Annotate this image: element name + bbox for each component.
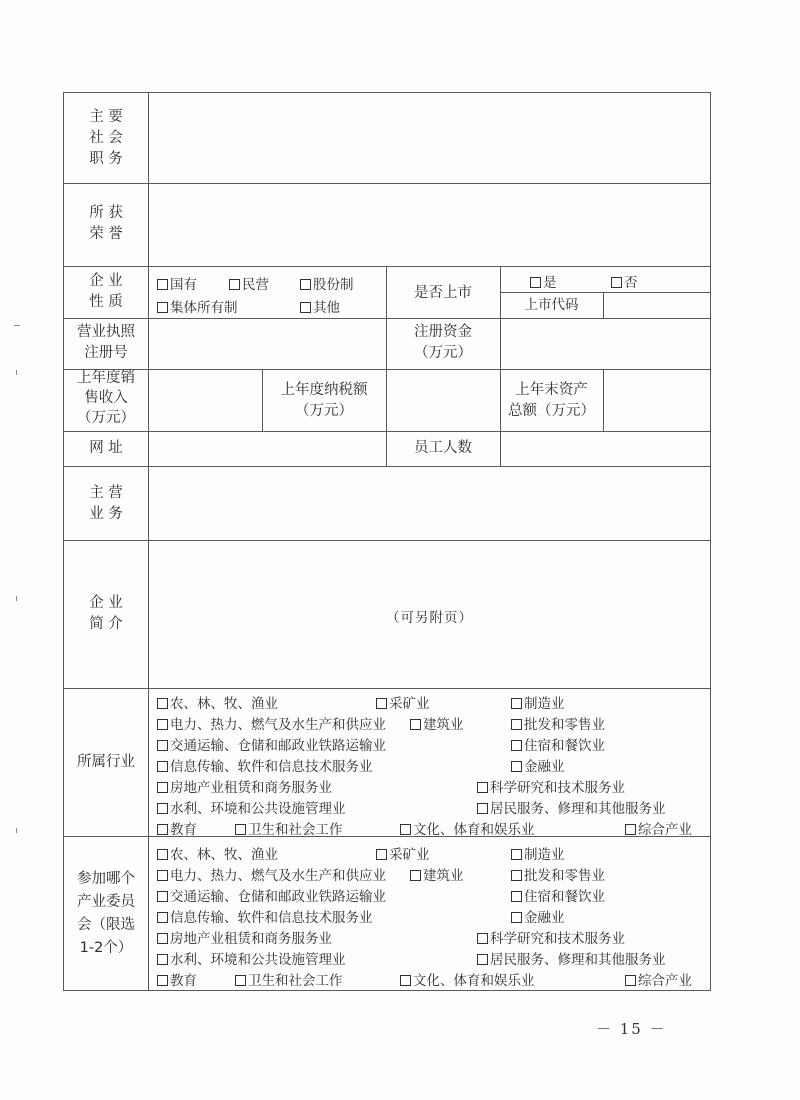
committee-option[interactable]: 采矿业 — [376, 843, 430, 863]
industry-option[interactable]: 房地产业租赁和商务服务业 — [157, 776, 332, 796]
col-divider — [500, 431, 501, 467]
checkbox-square-icon — [477, 782, 488, 793]
checkbox-square-icon — [511, 849, 522, 860]
checkbox-square-icon — [530, 277, 541, 288]
industry-option[interactable]: 信息传输、软件和信息技术服务业 — [157, 755, 373, 775]
committee-option[interactable]: 文化、体育和娱乐业 — [400, 969, 535, 989]
checkbox-state-owned[interactable]: 国有 — [157, 273, 197, 293]
row-divider — [63, 318, 711, 319]
checkbox-square-icon — [157, 698, 168, 709]
label-industry: 所属行业 — [77, 754, 135, 770]
committee-option[interactable]: 信息传输、软件和信息技术服务业 — [157, 906, 373, 926]
checkbox-square-icon — [376, 849, 387, 860]
checkbox-square-icon — [157, 933, 168, 944]
committee-option[interactable]: 教育 — [157, 969, 197, 989]
checkbox-square-icon — [157, 761, 168, 772]
checkbox-listed-yes[interactable]: 是 — [530, 271, 557, 291]
checkbox-square-icon — [235, 824, 246, 835]
label-business-license: 营业执照 注册号 — [77, 324, 135, 361]
profile-note: （可另附页） — [386, 610, 473, 626]
industry-option[interactable]: 住宿和餐饮业 — [511, 734, 605, 754]
checkbox-square-icon — [611, 277, 622, 288]
checkbox-square-icon — [300, 302, 311, 313]
committee-option[interactable]: 居民服务、修理和其他服务业 — [477, 948, 666, 968]
checkbox-collective[interactable]: 集体所有制 — [157, 296, 238, 316]
committee-option[interactable]: 电力、热力、燃气及水生产和供应业 — [157, 864, 386, 884]
label-annual-tax: 上年度纳税额 （万元） — [280, 382, 368, 419]
row-divider — [63, 183, 711, 184]
checkbox-square-icon — [400, 975, 411, 986]
label-annual-sales: 上年度销 售收入 （万元） — [77, 370, 135, 426]
committee-option[interactable]: 综合产业 — [625, 969, 692, 989]
scan-mark — [16, 828, 17, 833]
label-social-duties: 主 要 社 会 职 务 — [89, 109, 123, 167]
checkbox-square-icon — [511, 740, 522, 751]
checkbox-square-icon — [511, 698, 522, 709]
industry-option[interactable]: 电力、热力、燃气及水生产和供应业 — [157, 713, 386, 733]
row-divider — [63, 266, 711, 267]
checkbox-square-icon — [157, 279, 168, 290]
checkbox-square-icon — [625, 975, 636, 986]
committee-option[interactable]: 农、林、牧、渔业 — [157, 843, 278, 863]
industry-option[interactable]: 采矿业 — [376, 692, 430, 712]
checkbox-square-icon — [511, 761, 522, 772]
industry-option[interactable]: 交通运输、仓储和邮政业铁路运输业 — [157, 734, 386, 754]
checkbox-square-icon — [157, 912, 168, 923]
page-number: － 15 － — [596, 1020, 667, 1038]
row-divider — [63, 466, 711, 467]
row-divider — [63, 540, 711, 541]
label-stock-code: 上市代码 — [524, 297, 579, 313]
scan-mark — [14, 325, 20, 326]
industry-option[interactable]: 综合产业 — [625, 818, 692, 838]
committee-option[interactable]: 住宿和餐饮业 — [511, 885, 605, 905]
label-enterprise-profile: 企 业 简 介 — [89, 595, 123, 632]
checkbox-square-icon — [157, 302, 168, 313]
checkbox-square-icon — [400, 824, 411, 835]
row-divider — [63, 431, 711, 432]
industry-option[interactable]: 居民服务、修理和其他服务业 — [477, 797, 666, 817]
checkbox-square-icon — [157, 803, 168, 814]
checkbox-listed-no[interactable]: 否 — [611, 271, 638, 291]
checkbox-square-icon — [625, 824, 636, 835]
checkbox-square-icon — [477, 803, 488, 814]
industry-option[interactable]: 教育 — [157, 818, 197, 838]
label-honors: 所 获 荣 誉 — [89, 205, 123, 242]
committee-option[interactable]: 科学研究和技术服务业 — [477, 927, 625, 947]
table-border-right — [710, 92, 711, 991]
committee-option[interactable]: 交通运输、仓储和邮政业铁路运输业 — [157, 885, 386, 905]
col-divider — [603, 369, 604, 432]
scan-mark — [16, 370, 17, 375]
label-enterprise-nature: 企 业 性 质 — [89, 273, 123, 310]
table-border-top — [63, 92, 711, 93]
label-total-assets: 上年末资产 总额（万元） — [508, 382, 595, 419]
checkbox-square-icon — [300, 279, 311, 290]
checkbox-square-icon — [511, 912, 522, 923]
label-website: 网 址 — [89, 440, 123, 456]
checkbox-square-icon — [410, 719, 421, 730]
checkbox-joint-stock[interactable]: 股份制 — [300, 273, 354, 293]
col-divider — [500, 318, 501, 370]
checkbox-private[interactable]: 民营 — [229, 273, 269, 293]
industry-option[interactable]: 水利、环境和公共设施管理业 — [157, 797, 346, 817]
industry-option[interactable]: 金融业 — [511, 755, 565, 775]
industry-option[interactable]: 制造业 — [511, 692, 565, 712]
checkbox-square-icon — [477, 933, 488, 944]
label-main-business: 主 营 业 务 — [89, 485, 123, 522]
checkbox-square-icon — [157, 975, 168, 986]
label-employee-count: 员工人数 — [414, 440, 472, 456]
col-divider — [386, 369, 387, 432]
row-divider — [63, 369, 711, 370]
scan-mark — [16, 596, 17, 601]
checkbox-square-icon — [157, 891, 168, 902]
label-registered-capital: 注册资金 （万元） — [414, 324, 472, 361]
committee-option[interactable]: 批发和零售业 — [511, 864, 605, 884]
checkbox-square-icon — [376, 698, 387, 709]
checkbox-square-icon — [157, 719, 168, 730]
checkbox-square-icon — [157, 824, 168, 835]
checkbox-square-icon — [157, 954, 168, 965]
industry-option[interactable]: 科学研究和技术服务业 — [477, 776, 625, 796]
committee-option[interactable]: 金融业 — [511, 906, 565, 926]
checkbox-square-icon — [511, 870, 522, 881]
table-border-bottom — [63, 990, 711, 991]
checkbox-square-icon — [157, 849, 168, 860]
checkbox-square-icon — [477, 954, 488, 965]
checkbox-square-icon — [410, 870, 421, 881]
label-committee: 参加哪个 产业委员 会（限选 1-2个） — [77, 871, 135, 956]
checkbox-square-icon — [157, 740, 168, 751]
committee-option[interactable]: 水利、环境和公共设施管理业 — [157, 948, 346, 968]
industry-option[interactable]: 农、林、牧、渔业 — [157, 692, 278, 712]
committee-option[interactable]: 房地产业租赁和商务服务业 — [157, 927, 332, 947]
col-divider — [603, 292, 604, 319]
checkbox-square-icon — [157, 782, 168, 793]
checkbox-square-icon — [511, 719, 522, 730]
committee-option[interactable]: 建筑业 — [410, 864, 464, 884]
industry-option[interactable]: 建筑业 — [410, 713, 464, 733]
row-divider — [500, 292, 711, 293]
industry-option[interactable]: 批发和零售业 — [511, 713, 605, 733]
checkbox-square-icon — [157, 870, 168, 881]
label-listed: 是否上市 — [414, 285, 472, 301]
checkbox-other[interactable]: 其他 — [300, 296, 340, 316]
committee-option[interactable]: 卫生和社会工作 — [235, 969, 343, 989]
row-divider — [63, 688, 711, 689]
checkbox-square-icon — [511, 891, 522, 902]
industry-option[interactable]: 卫生和社会工作 — [235, 818, 343, 838]
checkbox-square-icon — [235, 975, 246, 986]
committee-option[interactable]: 制造业 — [511, 843, 565, 863]
industry-option[interactable]: 文化、体育和娱乐业 — [400, 818, 535, 838]
checkbox-square-icon — [229, 279, 240, 290]
